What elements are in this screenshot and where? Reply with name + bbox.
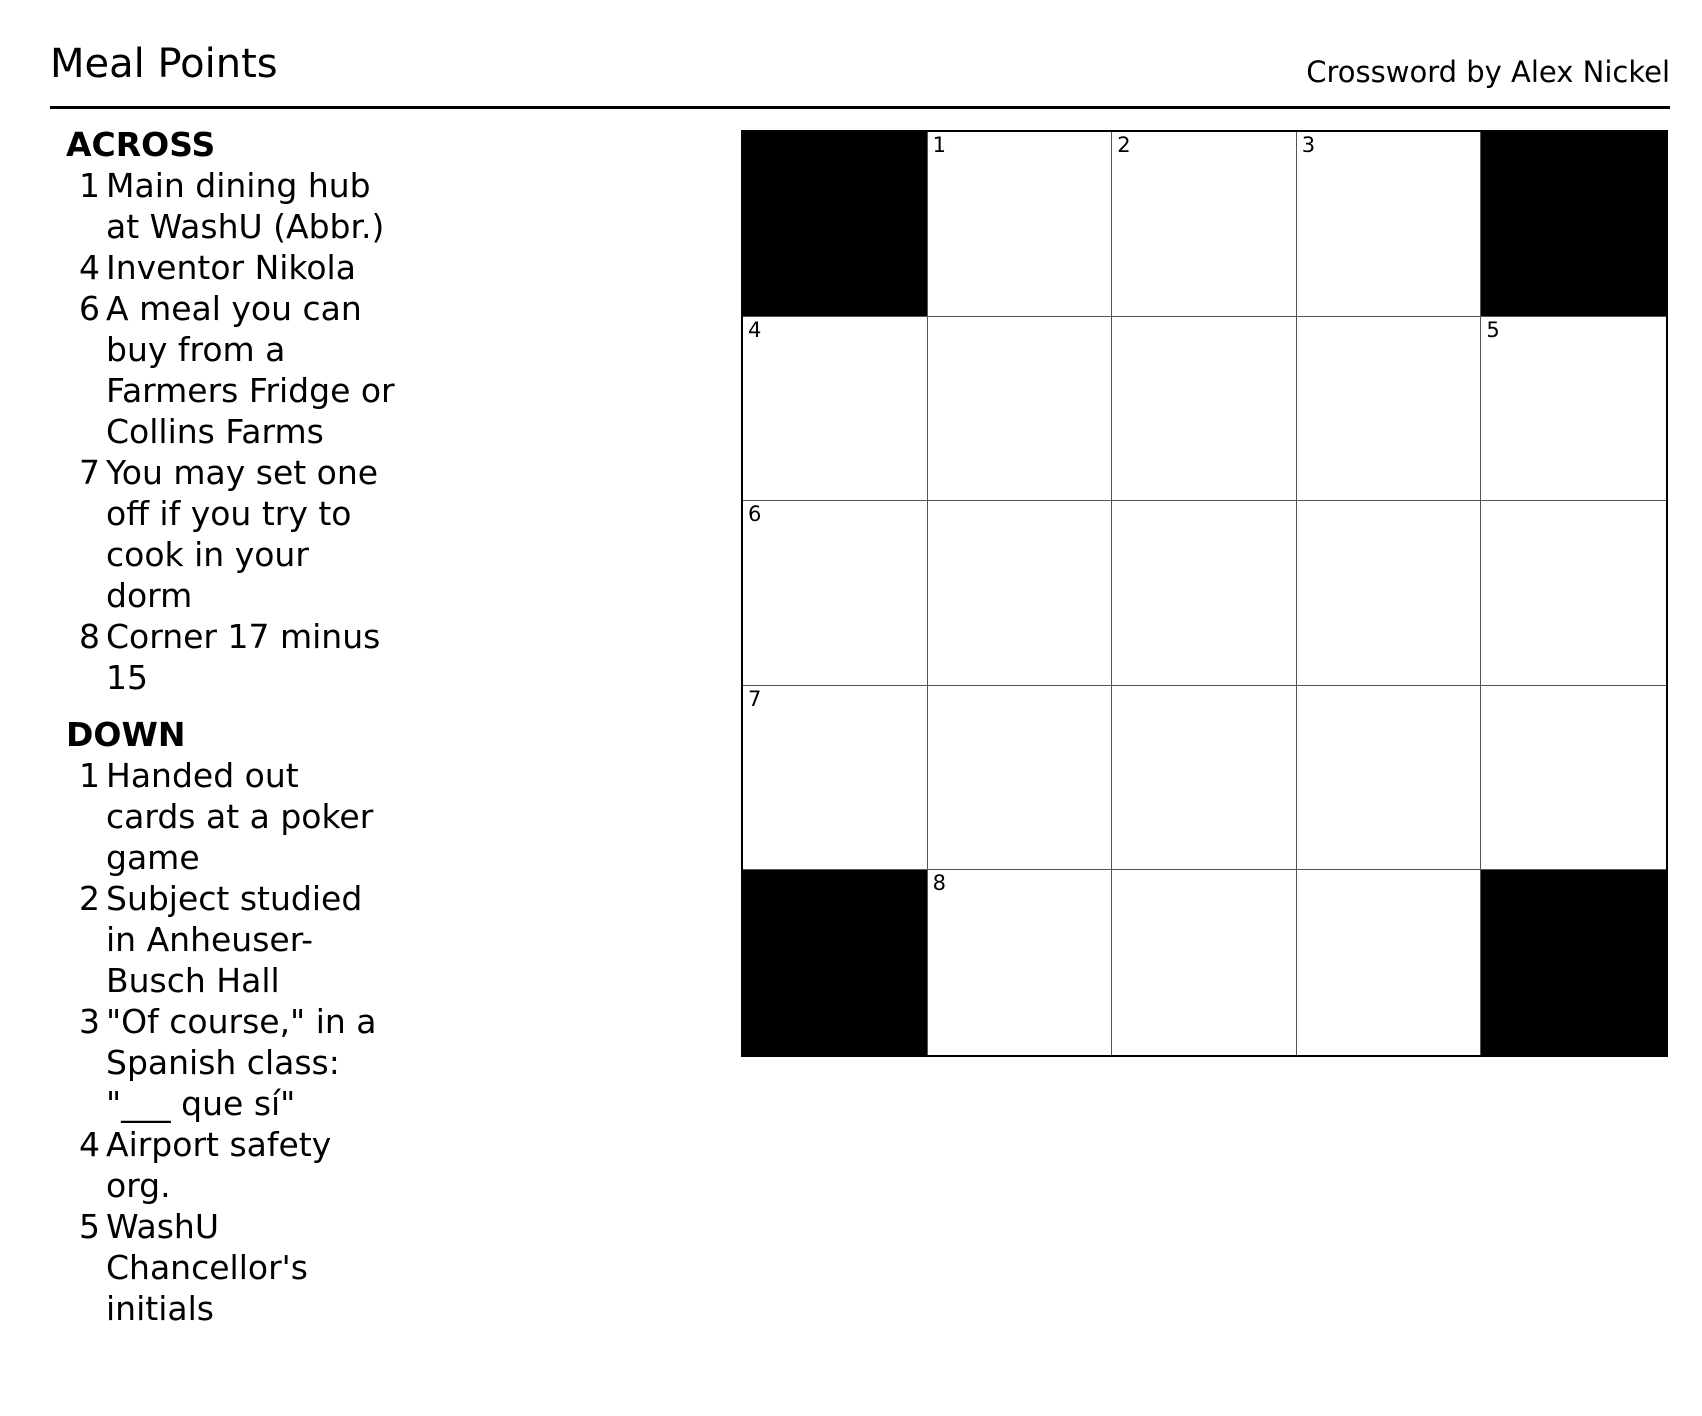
clue-text: You may set one off if you try to cook in your dorm <box>106 453 379 615</box>
clue-text: Airport safety org. <box>106 1125 332 1205</box>
grid-cell-r0c2[interactable] <box>1112 132 1297 317</box>
down-clues <box>66 714 396 1329</box>
grid-cell-r1c4[interactable] <box>1481 317 1666 502</box>
cell-number: 2 <box>1117 133 1131 157</box>
black-square <box>743 132 928 317</box>
grid-cell-r3c0[interactable] <box>743 686 928 871</box>
puzzle-byline: Crossword by Alex Nickel <box>1306 55 1670 89</box>
grid-cell-r0c3[interactable] <box>1297 132 1482 317</box>
clue-number: 7 <box>79 453 100 492</box>
down-clue-4[interactable] <box>66 1124 396 1206</box>
grid-cell-r2c3[interactable] <box>1297 501 1482 686</box>
across-clue-1[interactable] <box>66 165 396 247</box>
grid-cell-r1c3[interactable] <box>1297 317 1482 502</box>
black-square <box>1481 870 1666 1055</box>
cell-number: 6 <box>748 502 762 527</box>
grid-cell-r2c2[interactable] <box>1112 501 1297 686</box>
grid-cell-r2c1[interactable] <box>928 501 1113 686</box>
clue-number: 1 <box>79 166 100 205</box>
down-clue-1[interactable] <box>66 755 396 878</box>
clue-number: 3 <box>79 1002 100 1041</box>
crossword-grid <box>741 130 1668 1057</box>
cell-number: 7 <box>748 686 762 711</box>
grid-cell-r2c0[interactable] <box>743 501 928 686</box>
clue-text: Inventor Nikola <box>106 248 356 287</box>
down-clue-3[interactable] <box>66 1001 396 1124</box>
across-heading: ACROSS <box>66 125 216 164</box>
clue-number: 4 <box>79 1125 100 1164</box>
clue-number: 2 <box>79 879 100 918</box>
down-clue-5[interactable] <box>66 1206 396 1329</box>
across-clue-7[interactable] <box>66 452 396 616</box>
puzzle-title: Meal Points <box>50 41 278 87</box>
grid-cell-r0c1[interactable] <box>928 132 1113 317</box>
clue-text: Corner 17 minus 15 <box>106 617 381 697</box>
across-clue-4[interactable] <box>66 247 396 288</box>
grid-cell-r1c2[interactable] <box>1112 317 1297 502</box>
grid-cell-r3c2[interactable] <box>1112 686 1297 871</box>
across-clue-8[interactable] <box>66 616 396 698</box>
clue-text: Subject studied in Anheuser-Busch Hall <box>106 879 363 1000</box>
clue-text: WashU Chancellor's initials <box>106 1207 308 1328</box>
cell-number: 5 <box>1486 317 1500 342</box>
grid-cell-r1c0[interactable] <box>743 317 928 502</box>
grid-cell-r4c3[interactable] <box>1297 870 1482 1055</box>
grid-cell-r4c2[interactable] <box>1112 870 1297 1055</box>
clue-text: Main dining hub at WashU (Abbr.) <box>106 166 385 246</box>
black-square <box>743 870 928 1055</box>
clue-text: Handed out cards at a poker game <box>106 756 374 877</box>
grid-cell-r4c1[interactable] <box>928 870 1113 1055</box>
clue-text: A meal you can buy from a Farmers Fridge or Collins Farms <box>106 289 395 451</box>
grid-cell-r3c1[interactable] <box>928 686 1113 871</box>
cell-number: 4 <box>748 317 762 342</box>
clue-number: 8 <box>79 617 100 656</box>
puzzle-header <box>50 38 1670 109</box>
cell-number: 8 <box>932 871 946 896</box>
grid-cell-r2c4[interactable] <box>1481 501 1666 686</box>
clue-number: 1 <box>79 756 100 795</box>
cell-number: 3 <box>1301 133 1316 157</box>
across-clue-6[interactable] <box>66 288 396 452</box>
down-heading: DOWN <box>66 715 186 754</box>
clue-number: 5 <box>79 1207 100 1246</box>
down-clue-2[interactable] <box>66 878 396 1001</box>
grid-cell-r3c3[interactable] <box>1297 686 1482 871</box>
grid-cell-r3c4[interactable] <box>1481 686 1666 871</box>
cell-number: 1 <box>932 133 946 157</box>
clue-panel <box>66 124 396 1345</box>
clue-text: "Of course," in a Spanish class: "___ que sí" <box>106 1002 377 1123</box>
grid-cell-r1c1[interactable] <box>928 317 1113 502</box>
black-square <box>1481 132 1666 317</box>
clue-number: 6 <box>79 289 100 328</box>
clue-number: 4 <box>79 248 100 287</box>
across-clues <box>66 124 396 698</box>
